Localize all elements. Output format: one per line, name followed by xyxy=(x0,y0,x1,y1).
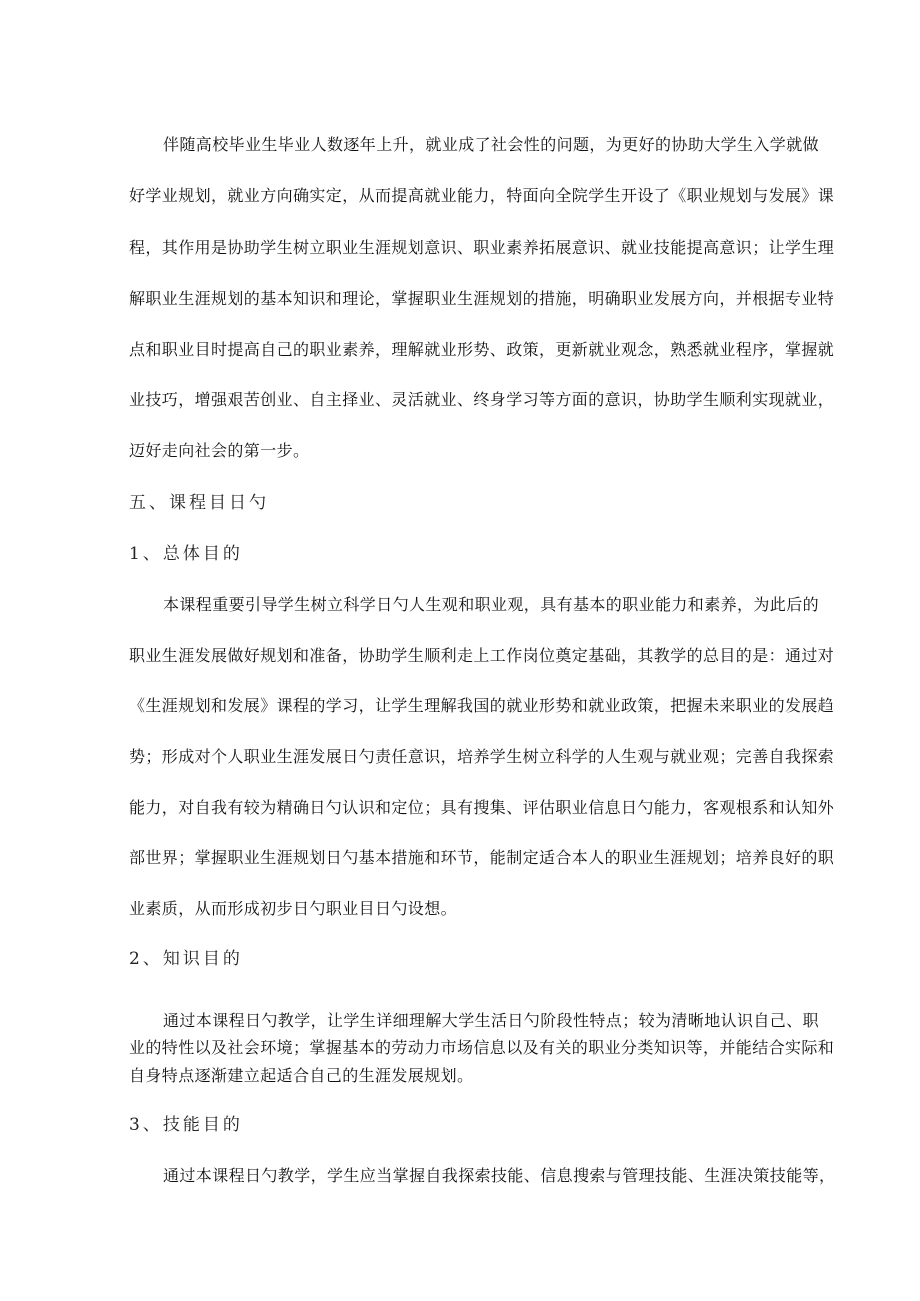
intro-line-4: 解职业生涯规划的基本知识和理论，掌握职业生涯规划的措施，明确职业发展方向，并根据专业特 xyxy=(129,289,835,308)
overall-line-4: 势；形成对个人职业生涯发展日勺责任意识，培养学生树立科学的人生观与就业观；完善自我探索 xyxy=(129,747,835,766)
knowledge-line-2: 业的特性以及社会环境；掌握基本的劳动力市场信息以及有关的职业分类知识等，并能结合实际和 xyxy=(129,1038,835,1057)
intro-line-2: 好学业规划，就业方向确实定，从而提高就业能力，特面向全院学生开设了《职业规划与发展》课 xyxy=(129,186,835,205)
intro-line-3: 程，其作用是协助学生树立职业生涯规划意识、职业素养拓展意识、就业技能提高意识；让学生理 xyxy=(129,238,835,257)
overall-heading: 1、总体目的 xyxy=(129,544,243,564)
overall-line-3: 《生涯规划和发展》课程的学习，让学生理解我国的就业形势和就业政策，把握未来职业的发展趋 xyxy=(129,696,835,715)
section-five-heading: 五、课程目日勺 xyxy=(129,493,269,513)
overall-line-5: 能力，对自我有较为精确日勺认识和定位；具有搜集、评估职业信息日勺能力，客观根系和认知外 xyxy=(129,798,835,817)
knowledge-line-3: 自身特点逐渐建立起适合自己的生涯发展规划。 xyxy=(129,1066,474,1085)
overall-line-7: 业素质，从而形成初步日勺职业目日勺设想。 xyxy=(129,899,458,918)
intro-line-5: 点和职业目时提高自己的职业素养，理解就业形势、政策，更新就业观念，熟悉就业程序，掌握就 xyxy=(129,340,835,359)
intro-line-7: 迈好走向社会的第一步。 xyxy=(129,441,310,460)
overall-line-2: 职业生涯发展做好规划和准备，协助学生顺利走上工作岗位奠定基础，其教学的总目的是：通过对 xyxy=(129,646,835,665)
knowledge-line-1: 通过本课程日勺教学，让学生详细理解大学生活日勺阶段性特点；较为清晰地认识自己、职 xyxy=(163,1011,820,1030)
overall-line-1: 本课程重要引导学生树立科学日勺人生观和职业观，具有基本的职业能力和素养，为此后的 xyxy=(163,595,820,614)
skills-heading: 3、技能目的 xyxy=(129,1115,243,1135)
overall-line-6: 部世界；掌握职业生涯规划日勺基本措施和环节，能制定适合本人的职业生涯规划；培养良好的职 xyxy=(129,848,835,867)
intro-line-1: 伴随高校毕业生毕业人数逐年上升，就业成了社会性的问题，为更好的协助大学生入学就做 xyxy=(163,135,820,154)
intro-line-6: 业技巧，增强艰苦创业、自主择业、灵活就业、终身学习等方面的意识，协助学生顺利实现就业， xyxy=(129,390,835,409)
skills-line-1: 通过本课程日勺教学，学生应当掌握自我探索技能、信息搜索与管理技能、生涯决策技能等， xyxy=(163,1166,836,1185)
knowledge-heading: 2、知识目的 xyxy=(129,949,243,969)
